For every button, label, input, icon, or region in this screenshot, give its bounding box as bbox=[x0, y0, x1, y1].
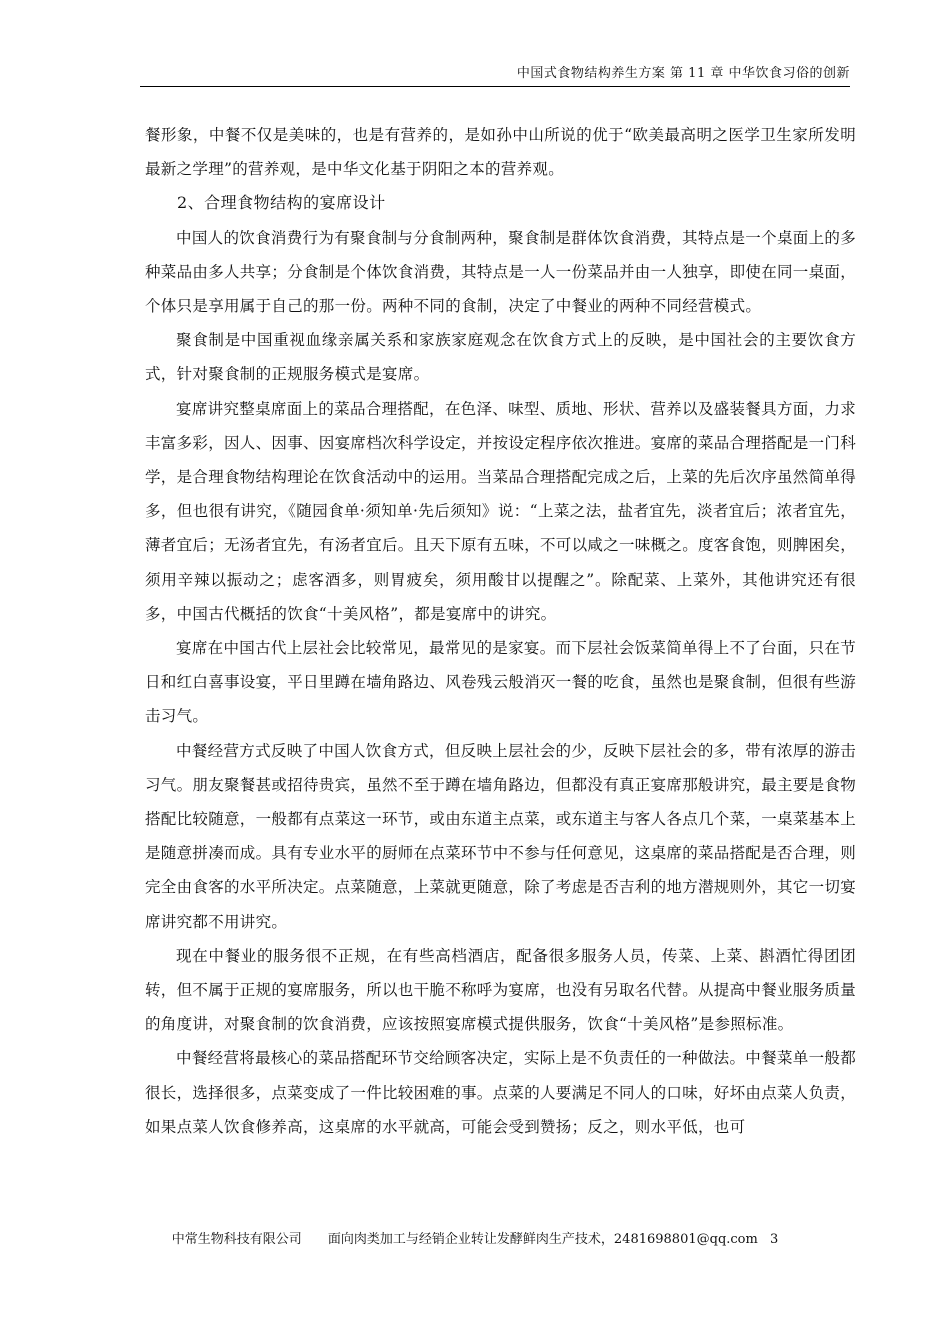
paragraph: 中餐经营将最核心的菜品搭配环节交给顾客决定，实际上是不负责任的一种做法。中餐菜单一般都很长，选择很多，点菜变成了一件比较困难的事。点菜的人要满足不同人的口味，好坏由点菜人负责，如果点菜人饮食修养高，这桌席的水平就高，可能会受到赞扬；反之，则水平低，也可 bbox=[145, 1049, 857, 1136]
footer-text: 面向肉类加工与经销企业转让发酵鲜肉生产技术，2481698801@qq.com bbox=[327, 1232, 758, 1247]
document-body bbox=[145, 118, 856, 1144]
paragraph: 餐形象，中餐不仅是美味的，也是有营养的，是如孙中山所说的优于“欧美最高明之医学卫生家所发明最新之学理”的营养观，是中华文化基于阴阳之本的营养观。 bbox=[145, 126, 856, 179]
paragraph: 中国人的饮食消费行为有聚食制与分食制两种，聚食制是群体饮食消费，其特点是一个桌面上的多种菜品由多人共享；分食制是个体饮食消费，其特点是一人一份菜品并由一人独享，即使在同一桌面，个体只是享用属于自己的那一份。两种不同的食制，决定了中餐业的两种不同经营模式。 bbox=[145, 228, 857, 316]
paragraph: 现在中餐业的服务很不正规，在有些高档酒店，配备很多服务人员，传菜、上菜、斟酒忙得团团转，但不属于正规的宴席服务，所以也干脆不称呼为宴席，也没有另取名代替。从提高中餐业服务质量的角度讲，对聚食制的饮食消费，应该按照宴席模式提供服务，饮食“十美风格”是参照标准。 bbox=[145, 946, 857, 1034]
footer-company: 中常生物科技有限公司 bbox=[171, 1232, 302, 1247]
paragraph: 中餐经营方式反映了中国人饮食方式，但反映上层社会的少，反映下层社会的多，带有浓厚的游击习气。朋友聚餐甚或招待贵宾，虽然不至于蹲在墙角路边，但都没有真正宴席那般讲究，最主要是食物搭配比较随意，一般都有点菜这一环节，或由东道主点菜，或东道主与客人各点几个菜，一桌菜基本上是随意拼凑而成。具有专业水平的厨师在点菜环节中不参与任何意见，这桌席的菜品搭配是否合理，则完全由食客的水平所决定。点菜随意，上菜就更随意，除了考虑是否吉利的地方潜规则外，其它一切宴席讲究都不用讲究。 bbox=[145, 741, 857, 931]
paragraph: 宴席讲究整桌席面上的菜品合理搭配，在色泽、味型、质地、形状、营养以及盛装餐具方面，力求丰富多彩，因人、因事、因宴席档次科学设定，并按设定程序依次推进。宴席的菜品合理搭配是一门科学，是合理食物结构理论在饮食活动中的运用。当菜品合理搭配完成之后，上菜的先后次序虽然简单得多，但也很有讲究，《随园食单·须知单·先后须知》说：“上菜之法，盐者宜先，淡者宜后；浓者宜先，薄者宜后；无汤者宜先，有汤者宜后。且天下原有五味，不可以咸之一味概之。度客食饱，则脾困矣，须用辛辣以振动之；虑客酒多，则胃疲矣，须用酸甘以提醒之”。除配菜、上菜外，其他讲究还有很多，中国古代概括的饮食“十美风格”，都是宴席中的讲究。 bbox=[145, 399, 857, 623]
paragraph: 宴席在中国古代上层社会比较常见，最常见的是家宴。而下层社会饭菜简单得上不了台面，只在节日和红白喜事设宴，平日里蹲在墙角路边、风卷残云般消灭一餐的吃食，虽然也是聚食制，但很有些游击习气。 bbox=[145, 639, 857, 726]
running-header bbox=[140, 64, 850, 87]
running-title: 中国式食物结构养生方案 第 11 章 中华饮食习俗的创新 bbox=[516, 66, 850, 81]
paragraph: 聚食制是中国重视血缘亲属关系和家族家庭观念在饮食方式上的反映，是中国社会的主要饮食方式，针对聚食制的正规服务模式是宴席。 bbox=[145, 331, 856, 384]
section-heading: 2、合理食物结构的宴席设计 bbox=[177, 193, 386, 213]
page-number: 3 bbox=[769, 1232, 779, 1247]
page-footer bbox=[0, 1230, 950, 1250]
